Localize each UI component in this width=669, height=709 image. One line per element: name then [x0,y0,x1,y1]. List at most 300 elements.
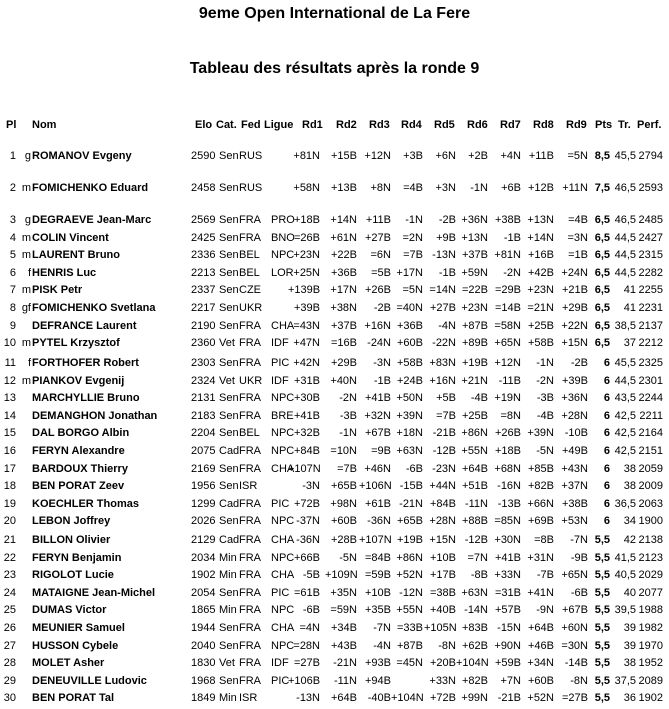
round-9-cell: +22N [561,319,588,332]
player-name-cell: PIANKOV Evgenij [32,374,125,387]
points-cell: 6 [603,357,610,369]
round-4-cell: -12N [399,586,423,599]
points-cell: 5,5 [594,639,610,652]
points-cell: 6 [603,374,610,387]
player-name-cell: DAL BORGO Albin [32,427,130,440]
round-5-cell: -13N [432,249,456,262]
player-name-cell: MEUNIER Samuel [32,622,125,634]
round-9-cell: +53N [561,515,588,528]
round-3-cell: =6N [370,249,391,262]
place-cell: 18 [3,480,16,493]
round-2-cell: =7B [337,462,357,475]
federation-cell: RUS [239,182,263,194]
round-3-cell: =9B [371,445,391,457]
category-cell: Cad [219,445,240,457]
federation-cell: FRA [239,445,261,457]
round-9-cell: +49B [562,445,588,457]
round-7-cell: =29B [495,284,521,297]
elo-cell: 2034 [191,551,216,564]
points-cell: 6 [603,462,610,475]
header-fed: Fed [241,119,261,131]
header-rd3: Rd3 [369,119,390,131]
round-6-cell: +64B [462,462,488,475]
elo-cell: 2324 [191,374,216,387]
tiebreak-cell: 34 [623,515,636,528]
player-name-cell: FOMICHENKO Svetlana [32,302,156,314]
round-2-cell: -3B [339,409,357,422]
round-8-cell: +41N [527,586,554,599]
round-3-cell: -4N [373,639,391,652]
points-cell: 7,5 [594,182,610,194]
table-row [0,534,669,551]
performance-cell: 2164 [638,427,663,440]
chess-title-cell: m [21,374,31,387]
performance-cell: 2211 [639,409,663,422]
place-cell: 23 [3,569,16,582]
player-name-cell: RIGOLOT Lucie [32,569,114,582]
table-row [0,267,669,284]
round-6-cell: -4B [470,392,488,405]
federation-cell: FRA [239,409,261,422]
league-cell: CHA [271,622,295,634]
round-4-cell: =4B [403,182,423,194]
league-cell: NPC [271,604,295,617]
federation-cell: FRA [239,214,261,226]
tiebreak-cell: 46,5 [614,182,636,194]
round-2-cell: +36B [331,266,357,279]
round-3-cell: +46N [364,462,391,475]
round-5-cell: -21B [432,427,456,440]
round-4-cell: =40N [396,302,423,314]
round-7-cell: +38B [495,214,521,226]
table-row [0,515,669,532]
round-9-cell: -14B [564,657,588,670]
round-6-cell: +63N [461,586,488,599]
points-cell: 5,5 [594,586,610,599]
performance-cell: 2231 [638,302,663,314]
round-2-cell: -5N [339,551,357,564]
points-cell: 6,5 [594,214,610,226]
round-1-cell: +107N [288,462,321,475]
chess-title-cell: gf [21,302,31,314]
round-8-cell: -1N [536,357,554,369]
federation-cell: FRA [239,231,261,244]
elo-cell: 2336 [191,249,216,262]
points-cell: 6,5 [594,302,610,314]
table-row [0,552,669,569]
round-1-cell: +30B [294,392,320,405]
elo-cell: 1299 [191,497,216,510]
round-5-cell: +20B [430,657,456,670]
round-9-cell: =27B [562,692,588,705]
place-cell: 27 [3,639,16,652]
round-4-cell: +65B [397,515,423,528]
chess-title-cell: m [21,182,31,194]
round-5-cell: +10B [430,551,456,564]
round-9-cell: -8N [570,674,588,687]
round-3-cell: +61B [365,497,391,510]
category-cell: Sen [219,284,239,297]
round-2-cell: +98N [330,497,357,510]
round-9-cell: +21B [562,284,588,297]
tiebreak-cell: 44,5 [614,231,636,244]
table-row [0,675,669,692]
elo-cell: 2190 [191,319,216,332]
round-2-cell: +34B [331,622,357,634]
player-name-cell: BARDOUX Thierry [32,462,128,475]
points-cell: 5,5 [594,657,610,670]
round-4-cell: +18N [396,427,423,440]
round-5-cell: +9B [436,231,456,244]
round-5-cell: +27B [430,302,456,314]
round-5-cell: +17B [430,569,456,582]
round-1-cell: =61B [294,586,320,599]
round-3-cell: =59B [365,569,391,582]
elo-cell: 2054 [191,586,216,599]
round-9-cell: =30N [561,639,588,652]
place-cell: 8 [9,302,16,314]
category-cell: Sen [219,639,239,652]
tiebreak-cell: 46,5 [614,214,636,226]
league-cell: BRE [271,409,294,422]
round-8-cell: -9N [536,604,554,617]
table-row [0,569,669,586]
league-cell: IDF [271,337,289,350]
round-7-cell: +30N [494,534,521,546]
header-rd2: Rd2 [336,119,357,131]
elo-cell: 2026 [191,515,216,528]
player-name-cell: DEGRAEVE Jean-Marc [32,214,152,226]
elo-cell: 2303 [191,357,216,369]
tiebreak-cell: 41 [623,302,636,314]
elo-cell: 2337 [191,284,216,297]
player-name-cell: MARCHYLLIE Bruno [32,392,140,405]
round-5-cell: +105N [424,622,457,634]
league-cell: PIC [271,497,290,510]
round-3-cell: +8N [370,182,391,194]
round-4-cell: +17N [396,266,423,279]
round-3-cell: -7N [373,622,391,634]
elo-cell: 1902 [191,569,216,582]
round-2-cell: +14N [330,214,357,226]
category-cell: Sen [219,674,239,687]
round-8-cell: +34N [527,657,554,670]
performance-cell: 2212 [638,337,663,350]
round-7-cell: +18B [495,445,521,457]
league-cell: NPC [271,639,295,652]
round-7-cell: -1B [503,231,521,244]
league-cell: CHA [271,569,295,582]
round-8-cell: +16B [528,249,554,262]
round-6-cell: +59N [461,266,488,279]
category-cell: Sen [219,515,239,528]
round-6-cell: +99N [461,692,488,705]
round-8-cell: +58B [528,337,554,350]
player-name-cell: LEBON Joffrey [32,515,111,528]
round-5-cell: -12B [432,445,456,457]
player-name-cell: FOMICHENKO Eduard [32,182,149,194]
page-subtitle: Tableau des résultats après la ronde 9 [189,60,480,77]
player-name-cell: ROMANOV Evgeny [32,150,132,162]
performance-cell: 2029 [638,569,663,582]
elo-cell: 1956 [191,480,216,493]
header-cat: Cat. [216,119,237,131]
round-4-cell: =5N [402,284,423,297]
elo-cell: 1830 [191,657,216,670]
performance-cell: 2315 [638,249,663,262]
points-cell: 6,5 [594,284,610,297]
federation-cell: FRA [239,551,261,564]
round-8-cell: +14N [527,231,554,244]
place-cell: 5 [9,249,16,262]
round-6-cell: +23N [461,302,488,314]
league-cell: NPC [271,249,295,262]
league-cell: IDF [271,657,289,670]
round-7-cell: +65N [494,337,521,350]
round-8-cell: +85B [528,462,554,475]
category-cell: Vet [219,337,235,350]
round-5-cell: +83N [429,357,456,369]
place-cell: 3 [9,214,16,226]
round-4-cell: +60B [397,337,423,350]
place-cell: 26 [3,622,16,634]
tiebreak-cell: 37 [623,337,636,350]
points-cell: 6 [603,427,610,440]
place-cell: 30 [3,692,16,705]
player-name-cell: HUSSON Cybele [32,639,119,652]
round-8-cell: +11B [528,150,554,162]
elo-cell: 2569 [191,214,216,226]
round-7-cell: +19N [494,392,521,405]
tiebreak-cell: 36,5 [614,497,636,510]
round-6-cell: +83B [462,622,488,634]
performance-cell: 2282 [638,266,663,279]
federation-cell: FRA [239,357,261,369]
round-4-cell: -21N [399,497,423,510]
performance-cell: 1902 [638,692,663,705]
table-row [0,480,669,497]
round-6-cell: -12B [464,534,488,546]
player-name-cell: PYTEL Krzysztof [32,337,120,350]
header-nom: Nom [32,119,57,131]
round-3-cell: -2B [373,302,391,314]
round-3-cell: +94B [365,674,391,687]
round-3-cell: -36N [367,515,391,528]
place-cell: 22 [3,551,16,564]
category-cell: Sen [219,266,239,279]
league-cell: PRO [271,214,295,226]
round-5-cell: +16N [429,374,456,387]
round-6-cell: +88B [462,515,488,528]
federation-cell: FRA [239,497,261,510]
player-name-cell: LAURENT Bruno [32,249,120,262]
table-row [0,445,669,462]
round-1-cell: -37N [296,515,320,528]
tiebreak-cell: 44,5 [614,249,636,262]
round-8-cell: +31N [527,551,554,564]
points-cell: 6,5 [594,266,610,279]
round-7-cell: =58N [494,319,521,332]
category-cell: Sen [219,249,239,262]
category-cell: Sen [219,586,239,599]
league-cell: CHA [271,462,295,475]
header-pl: Pl [6,119,17,131]
round-9-cell: +67B [562,604,588,617]
round-7-cell: +33N [494,569,521,582]
federation-cell: RUS [239,150,263,162]
player-name-cell: BILLON Olivier [32,534,111,546]
round-3-cell: =84B [365,551,391,564]
round-4-cell: +52N [396,569,423,582]
place-cell: 24 [3,586,16,599]
performance-cell: 2301 [638,374,663,387]
round-1-cell: +39B [294,302,320,314]
league-cell: PIC [271,357,290,369]
table-row [0,640,669,657]
federation-cell: FRA [239,337,261,350]
round-8-cell: +82B [528,480,554,493]
elo-cell: 2129 [191,534,216,546]
points-cell: 5,5 [594,674,610,687]
round-1-cell: +58N [293,182,320,194]
player-name-cell: DUMAS Victor [32,604,107,617]
table-row [0,150,669,167]
round-3-cell: +12N [364,150,391,162]
round-2-cell: -2N [339,392,357,405]
round-7-cell: +81N [494,249,521,262]
round-1-cell: +81N [293,150,320,162]
category-cell: Vet [219,374,235,387]
round-6-cell: -11N [464,497,488,510]
round-1-cell: +18B [294,214,320,226]
round-5-cell: -2B [438,214,456,226]
elo-cell: 2217 [191,302,216,314]
round-7-cell: =85N [494,515,521,528]
table-row [0,604,669,621]
round-4-cell: +55N [396,604,423,617]
round-6-cell: +89B [462,337,488,350]
tiebreak-cell: 45,5 [614,150,636,162]
round-2-cell: +13B [331,182,357,194]
round-2-cell: +38N [330,302,357,314]
round-1-cell: =26B [294,231,320,244]
tiebreak-cell: 42 [623,534,636,546]
round-7-cell: +12N [494,357,521,369]
place-cell: 21 [3,534,16,546]
round-4-cell: +36B [397,319,423,332]
round-2-cell: +28B [331,534,357,546]
place-cell: 25 [3,604,16,617]
round-9-cell: =4B [568,214,588,226]
chess-title-cell: m [21,284,31,297]
round-5-cell: -22N [432,337,456,350]
header-ligue: Ligue [264,119,294,131]
points-cell: 6,5 [594,337,610,350]
round-7-cell: -11B [498,374,521,387]
round-1-cell: +31B [294,374,320,387]
place-cell: 28 [3,657,16,670]
points-cell: 6 [603,409,610,422]
place-cell: 9 [9,319,16,332]
round-3-cell: =5B [371,266,391,279]
federation-cell: UKR [239,302,263,314]
federation-cell: ISR [239,480,258,493]
place-cell: 20 [3,515,16,528]
round-7-cell: +68N [494,462,521,475]
round-8-cell: +13N [527,214,554,226]
points-cell: 6,5 [594,249,610,262]
league-cell: PIC [271,674,290,687]
round-6-cell: -8B [470,569,488,582]
round-9-cell: =3N [567,231,588,244]
round-5-cell: =7B [436,409,456,422]
round-6-cell: +62B [462,639,488,652]
federation-cell: FRA [239,622,261,634]
category-cell: Cad [219,497,240,510]
round-9-cell: +39B [562,374,588,387]
header-rd9: Rd9 [566,119,587,131]
round-8-cell: +60B [528,674,554,687]
round-3-cell: +16N [364,319,391,332]
place-cell: 4 [9,231,16,244]
round-2-cell: +17N [330,284,357,297]
tiebreak-cell: 42,5 [614,445,636,457]
federation-cell: FRA [239,586,261,599]
round-5-cell: +44N [429,480,456,493]
tiebreak-cell: 38 [623,462,636,475]
elo-cell: 1865 [191,604,216,617]
elo-cell: 2204 [191,427,216,440]
performance-cell: 2485 [638,214,663,226]
round-5-cell: +40B [430,604,456,617]
category-cell: Cad [219,534,240,546]
league-cell: NPC [271,392,295,405]
round-7-cell: =14B [495,302,521,314]
points-cell: 6 [603,515,610,528]
federation-cell: BEL [239,249,260,262]
tiebreak-cell: 40 [623,586,636,599]
round-9-cell: +43N [561,462,588,475]
table-row [0,622,669,639]
category-cell: Sen [219,409,239,422]
elo-cell: 2075 [191,445,216,457]
tiebreak-cell: 39 [623,622,636,634]
elo-cell: 1968 [191,674,216,687]
chess-title-cell: f [27,357,31,369]
round-8-cell: =8B [534,534,554,546]
elo-cell: 2169 [191,462,216,475]
round-5-cell: +28N [429,515,456,528]
round-3-cell: +10B [365,586,391,599]
category-cell: Sen [219,150,239,162]
tiebreak-cell: 43,5 [614,392,636,405]
round-3-cell: +32N [364,409,391,422]
tiebreak-cell: 38 [623,480,636,493]
header-pts: Pts [595,119,613,131]
table-row [0,249,669,266]
round-2-cell: +43B [331,639,357,652]
round-1-cell: +41B [294,409,320,422]
table-row [0,302,669,319]
round-8-cell: +25B [528,319,554,332]
round-3-cell: +107N [359,534,392,546]
points-cell: 5,5 [594,569,610,582]
round-5-cell: -8N [438,639,456,652]
header-perf: Perf. [637,119,662,131]
elo-cell: 2425 [191,231,216,244]
round-1-cell: +32B [294,427,320,440]
elo-cell: 2183 [191,409,216,422]
